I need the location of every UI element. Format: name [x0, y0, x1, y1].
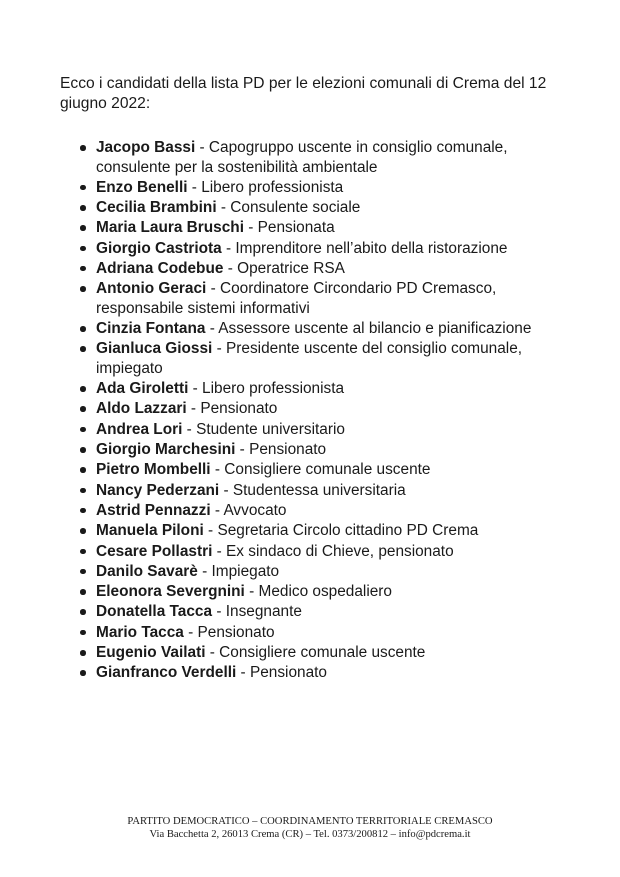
bullet-icon	[80, 225, 86, 231]
candidate-name: Jacopo Bassi	[96, 139, 196, 156]
candidate-role: Segretaria Circolo cittadino PD Crema	[217, 522, 479, 540]
candidate-role: Capogruppo uscente in consiglio comunale, consulente per la sostenibilità ambientale	[96, 139, 508, 176]
candidate-item	[80, 481, 580, 501]
bullet-icon	[80, 467, 86, 473]
candidate-role: Pensionato	[249, 664, 327, 682]
name-role-separator: -	[244, 583, 259, 601]
bullet-icon	[80, 406, 86, 412]
bullet-icon	[80, 549, 86, 555]
name-role-separator: -	[186, 400, 201, 418]
footer-address: Via Bacchetta 2, 26013 Crema (CR) – Tel. 0373/200812 – info@pdcrema.it	[149, 829, 471, 840]
candidate-name: Adriana Codebue	[96, 259, 224, 277]
candidate-role: Avvocato	[223, 501, 287, 519]
candidate-name: Giorgio Marchesini	[96, 441, 236, 459]
candidate-list	[80, 138, 580, 684]
bullet-icon	[80, 488, 86, 494]
candidate-item	[80, 440, 580, 460]
candidate-name: Maria Laura Bruschi	[96, 219, 244, 237]
bullet-icon	[80, 447, 86, 453]
candidate-name: Eleonora Severgnini	[96, 583, 245, 601]
candidate-name: Cinzia Fontana	[96, 320, 206, 338]
name-role-separator: -	[205, 644, 220, 662]
candidate-name: Pietro Mombelli	[96, 461, 211, 479]
candidate-role: Insegnante	[225, 603, 302, 621]
candidate-role: Impiegato	[211, 562, 280, 580]
bullet-icon	[80, 326, 86, 332]
candidate-name: Giorgio Castriota	[96, 239, 222, 257]
candidate-role: Pensionato	[249, 441, 327, 459]
candidate-item	[80, 501, 580, 521]
candidate-role: Ex sindaco di Chieve, pensionato	[226, 542, 454, 560]
candidate-item	[80, 521, 580, 541]
name-role-separator: -	[235, 441, 250, 459]
candidate-name: Gianfranco Verdelli	[96, 664, 237, 682]
name-role-separator: -	[188, 380, 203, 398]
candidate-item	[80, 399, 580, 419]
name-role-separator: -	[182, 420, 197, 438]
name-role-separator: -	[210, 501, 224, 519]
intro-text: Ecco i candidati della lista PD per le elezioni comunali di Crema del 12 giugno 2022:	[60, 75, 547, 112]
candidate-item	[80, 198, 580, 218]
candidate-role: Studentessa universitaria	[232, 481, 406, 499]
candidate-name: Danilo Savarè	[96, 562, 198, 580]
candidate-item	[80, 582, 580, 602]
candidate-item	[80, 420, 580, 440]
name-role-separator: -	[197, 562, 212, 580]
candidate-item	[80, 460, 580, 480]
candidate-item	[80, 542, 580, 562]
name-role-separator: -	[203, 522, 218, 540]
candidate-item	[80, 339, 580, 378]
bullet-icon	[80, 508, 86, 514]
bullet-icon	[80, 386, 86, 392]
candidate-item	[80, 562, 580, 582]
candidate-item	[80, 602, 580, 622]
candidate-role: Assessore uscente al bilancio e pianificazione	[218, 320, 532, 338]
candidate-item	[80, 279, 580, 318]
candidate-role: Medico ospedaliero	[258, 583, 392, 601]
candidate-item	[80, 138, 580, 177]
candidate-role: Imprenditore nell’abito della ristorazione	[235, 239, 508, 257]
bullet-icon	[80, 589, 86, 595]
candidate-role: Pensionata	[257, 219, 335, 237]
bullet-icon	[80, 145, 86, 151]
candidate-role: Studente universitario	[196, 420, 345, 438]
candidate-role: Presidente uscente del consiglio comunale, impiegato	[96, 340, 523, 377]
candidate-item	[80, 178, 580, 198]
name-role-separator: -	[210, 461, 225, 479]
candidate-name: Donatella Tacca	[96, 603, 213, 621]
name-role-separator: -	[212, 340, 227, 358]
candidate-role: Pensionato	[200, 400, 278, 418]
bullet-icon	[80, 670, 86, 676]
bullet-icon	[80, 346, 86, 352]
name-role-separator: -	[216, 199, 231, 217]
bullet-icon	[80, 246, 86, 252]
name-role-separator: -	[206, 280, 220, 298]
candidate-name: Astrid Pennazzi	[96, 501, 211, 519]
bullet-icon	[80, 569, 86, 575]
candidate-name: Enzo Benelli	[96, 178, 188, 196]
candidate-item	[80, 623, 580, 643]
bullet-icon	[80, 609, 86, 615]
name-role-separator: -	[221, 239, 236, 257]
candidate-role: Consigliere comunale uscente	[219, 644, 426, 662]
candidate-name: Eugenio Vailati	[96, 644, 206, 662]
candidate-role: Libero professionista	[202, 380, 345, 398]
candidate-item	[80, 259, 580, 279]
candidate-item	[80, 663, 580, 683]
bullet-icon	[80, 427, 86, 433]
candidate-role: Consigliere comunale uscente	[224, 461, 431, 479]
candidate-item	[80, 643, 580, 663]
candidate-item	[80, 319, 580, 339]
bullet-icon	[80, 266, 86, 272]
candidate-role: Coordinatore Circondario PD Cremasco, responsabile sistemi informativi	[96, 280, 497, 317]
name-role-separator: -	[195, 139, 209, 156]
bullet-icon	[80, 630, 86, 636]
candidate-name: Andrea Lori	[96, 420, 183, 438]
candidate-item	[80, 239, 580, 259]
name-role-separator: -	[205, 320, 219, 338]
candidate-name: Antonio Geraci	[96, 280, 207, 298]
candidate-role: Libero professionista	[201, 178, 344, 196]
bullet-icon	[80, 528, 86, 534]
name-role-separator: -	[219, 481, 233, 499]
candidate-role: Operatrice RSA	[237, 259, 345, 277]
candidate-name: Manuela Piloni	[96, 522, 204, 540]
name-role-separator: -	[212, 542, 227, 560]
candidate-name: Cecilia Brambini	[96, 199, 217, 217]
bullet-icon	[80, 286, 86, 292]
candidate-item	[80, 379, 580, 399]
name-role-separator: -	[212, 603, 226, 621]
footer-organization: PARTITO DEMOCRATICO – COORDINAMENTO TERRITORIALE CREMASCO	[127, 816, 493, 827]
name-role-separator: -	[243, 219, 258, 237]
candidate-item	[80, 218, 580, 238]
candidate-name: Ada Giroletti	[96, 380, 189, 398]
name-role-separator: -	[187, 178, 202, 196]
candidate-role: Pensionato	[197, 623, 275, 641]
name-role-separator: -	[223, 259, 238, 277]
name-role-separator: -	[236, 664, 250, 682]
candidate-name: Gianluca Giossi	[96, 340, 213, 358]
name-role-separator: -	[183, 623, 198, 641]
candidate-name: Nancy Pederzani	[96, 481, 220, 499]
bullet-icon	[80, 205, 86, 211]
candidate-role: Consulente sociale	[230, 199, 361, 217]
bullet-icon	[80, 650, 86, 656]
candidate-name: Mario Tacca	[96, 623, 184, 641]
bullet-icon	[80, 185, 86, 191]
candidate-name: Cesare Pollastri	[96, 542, 213, 560]
footer	[0, 815, 620, 841]
candidate-name: Aldo Lazzari	[96, 400, 187, 418]
